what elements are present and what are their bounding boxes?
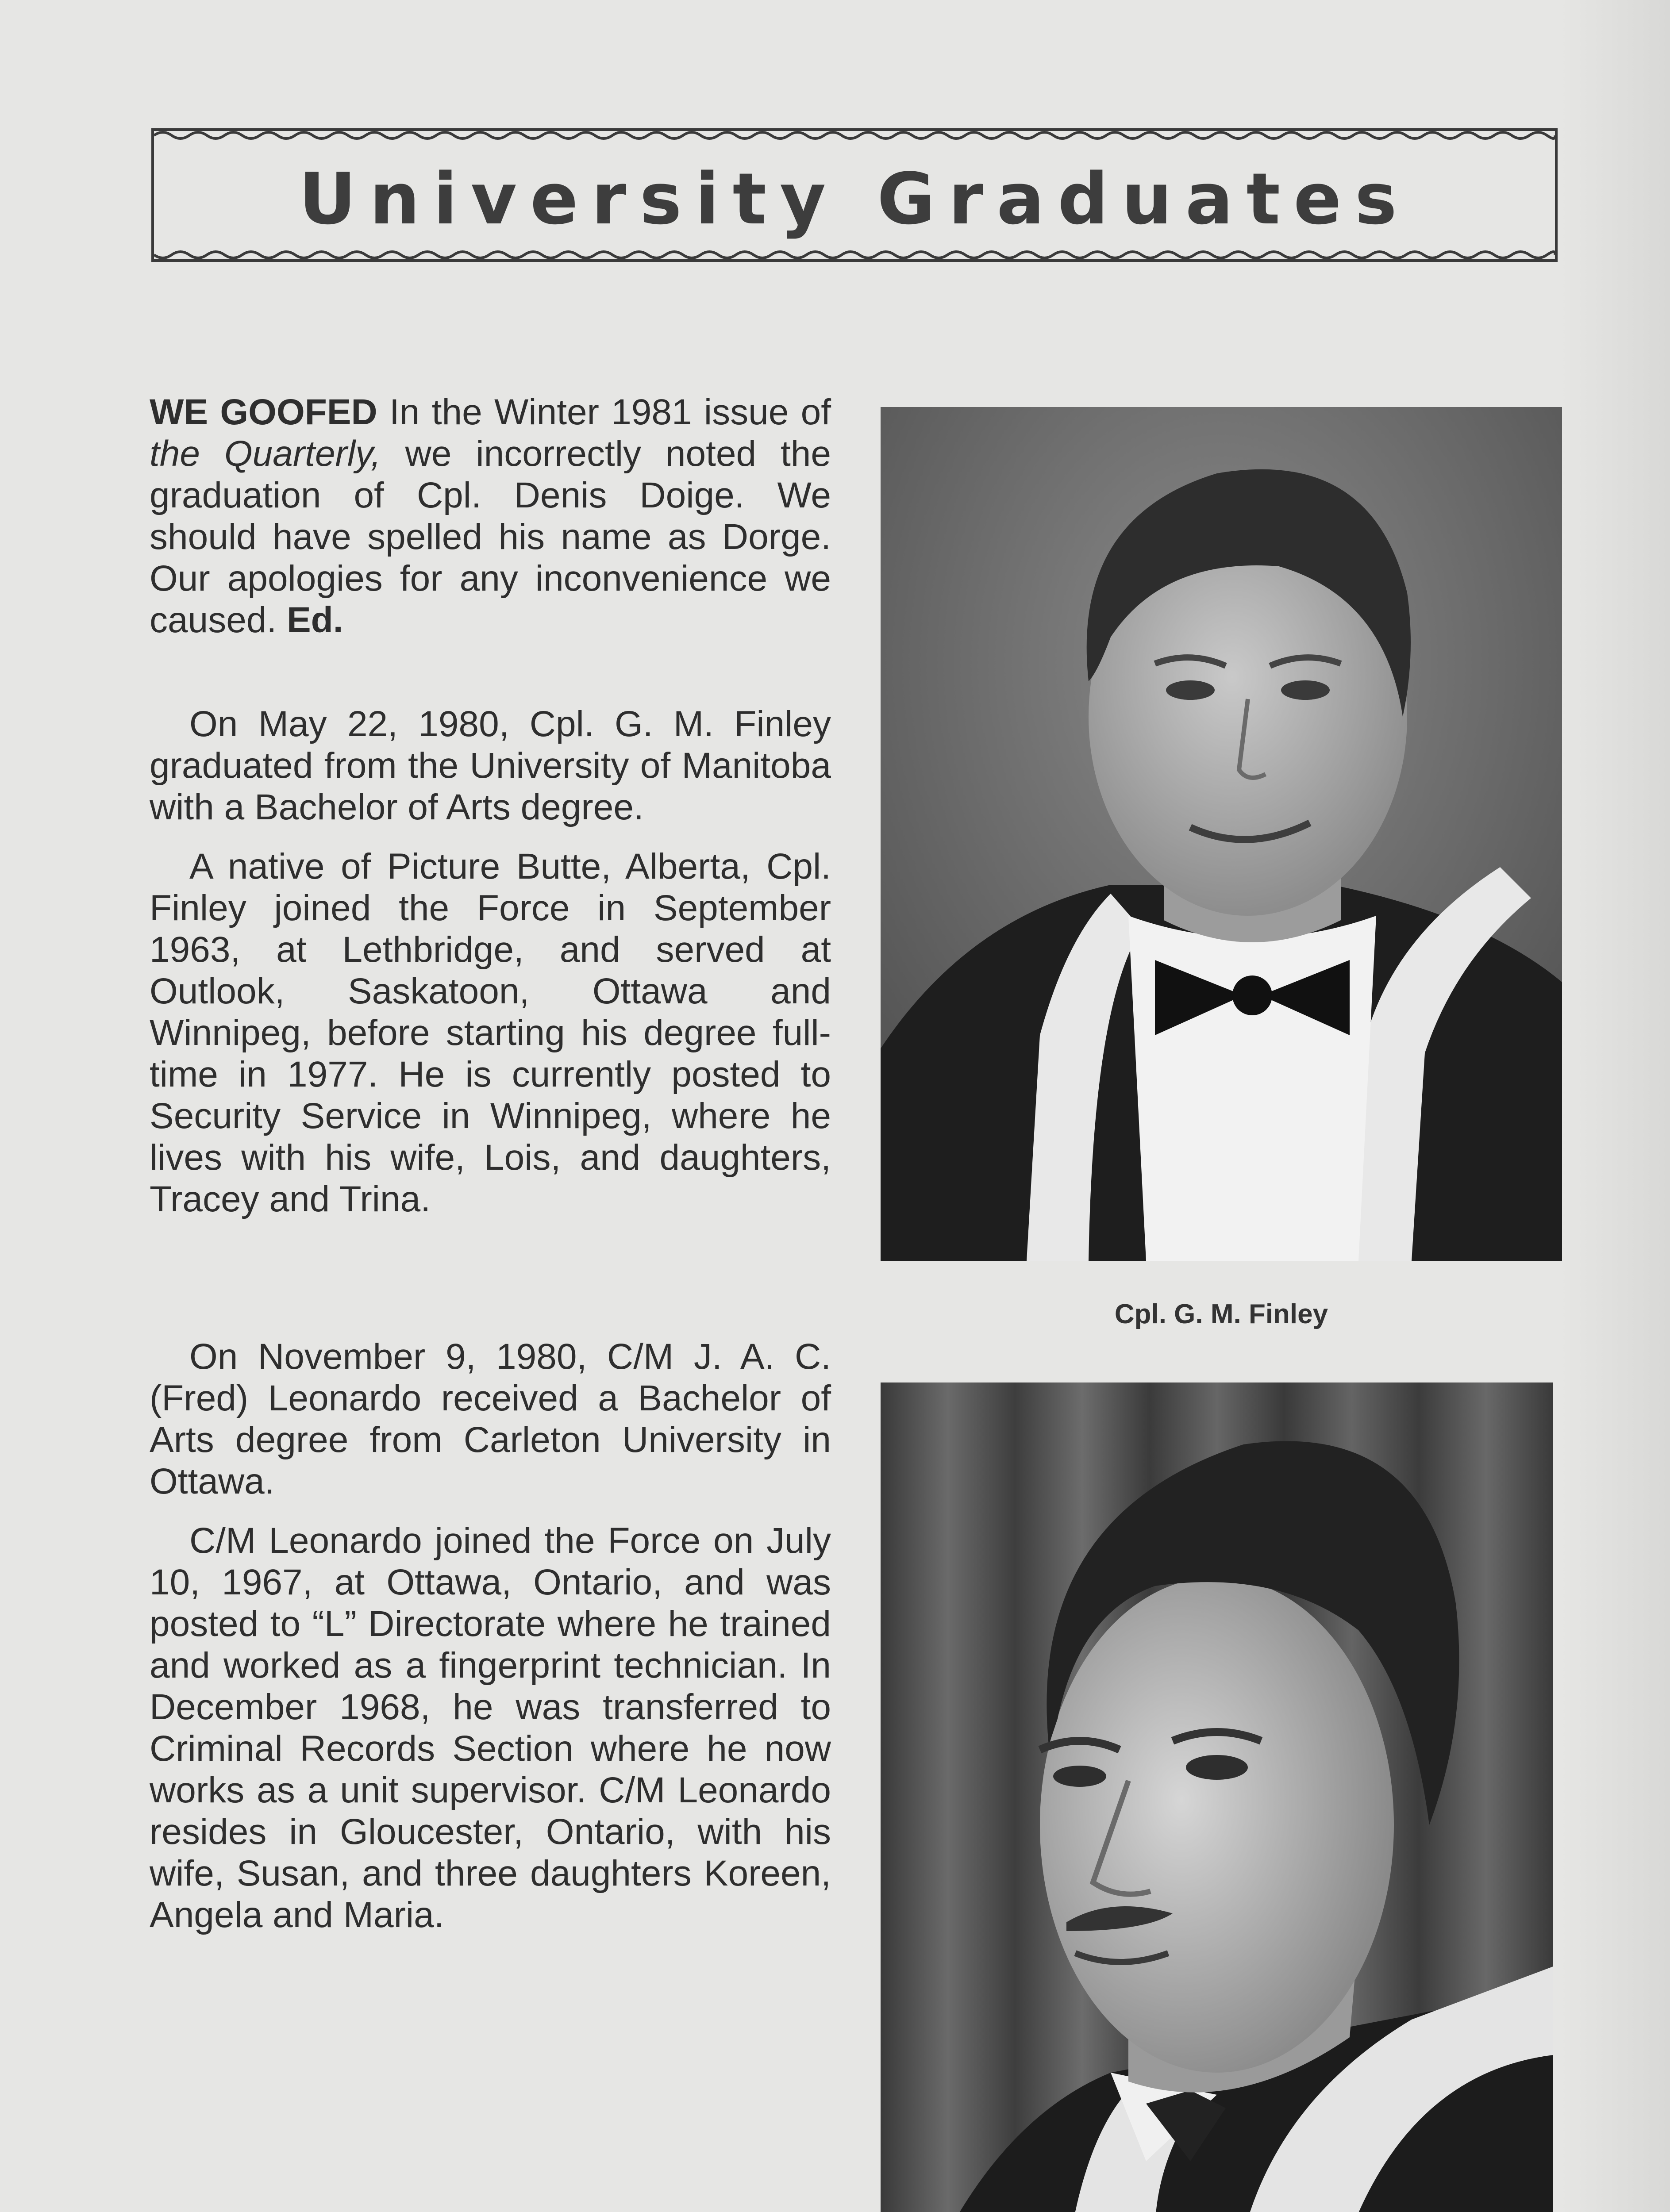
finley-paragraph-2: A native of Picture Butte, Alberta, Cpl. Finley joined the Force in September 1963, at Lethbridge, and served at Outlook, Saskatoon, Ottawa and Winnipeg, before starting his degree full-time in 1977. He is currently posted to Security Service in Winnipeg, where he lives with his wife, Lois, and daughters, Tracey and Trina. xyxy=(150,846,831,1219)
correction-signoff: Ed. xyxy=(286,600,343,640)
correction-paragraph xyxy=(150,392,831,641)
correction-text-1: In the Winter 1981 issue of xyxy=(377,392,831,432)
header-wave-top xyxy=(154,129,1555,142)
correction-lead: WE GOOFED xyxy=(150,392,377,432)
header-banner xyxy=(151,128,1558,262)
finley-article xyxy=(150,703,831,1238)
finley-photo xyxy=(881,407,1562,1261)
leonardo-portrait-graphic xyxy=(881,1382,1553,2212)
page-title: University Graduates xyxy=(299,157,1410,240)
leonardo-article xyxy=(150,1336,831,1954)
leonardo-photo xyxy=(881,1382,1553,2212)
correction-italic: the Quarterly, xyxy=(150,434,381,474)
correction-text-2: we incorrectly noted the graduation of Cpl. Denis Doige. We should have spelled his name as Dorge. Our apologies for any inconvenience we caused. xyxy=(150,434,831,640)
leonardo-paragraph-1: On November 9, 1980, C/M J. A. C. (Fred) Leonardo received a Bachelor of Arts degree from Carleton University in Ottawa. xyxy=(150,1336,831,1502)
leonardo-paragraph-2: C/M Leonardo joined the Force on July 10, 1967, at Ottawa, Ontario, and was posted to “L” Directorate where he trained and worked as a fingerprint technician. In December 1968, he was transferred to Criminal Records Section where he now works as a unit supervisor. C/M Leonardo resides in Gloucester, Ontario, with his wife, Susan, and three daughters Koreen, Angela and Maria. xyxy=(150,1521,831,1935)
finley-portrait-graphic xyxy=(881,407,1562,1261)
header-wave-bottom xyxy=(154,249,1555,261)
correction-notice xyxy=(150,392,831,659)
finley-caption: Cpl. G. M. Finley xyxy=(1114,1299,1328,1329)
page-edge-shade xyxy=(1559,0,1670,2212)
finley-paragraph-1: On May 22, 1980, Cpl. G. M. Finley graduated from the University of Manitoba with a Bachelor of Arts degree. xyxy=(150,704,831,827)
